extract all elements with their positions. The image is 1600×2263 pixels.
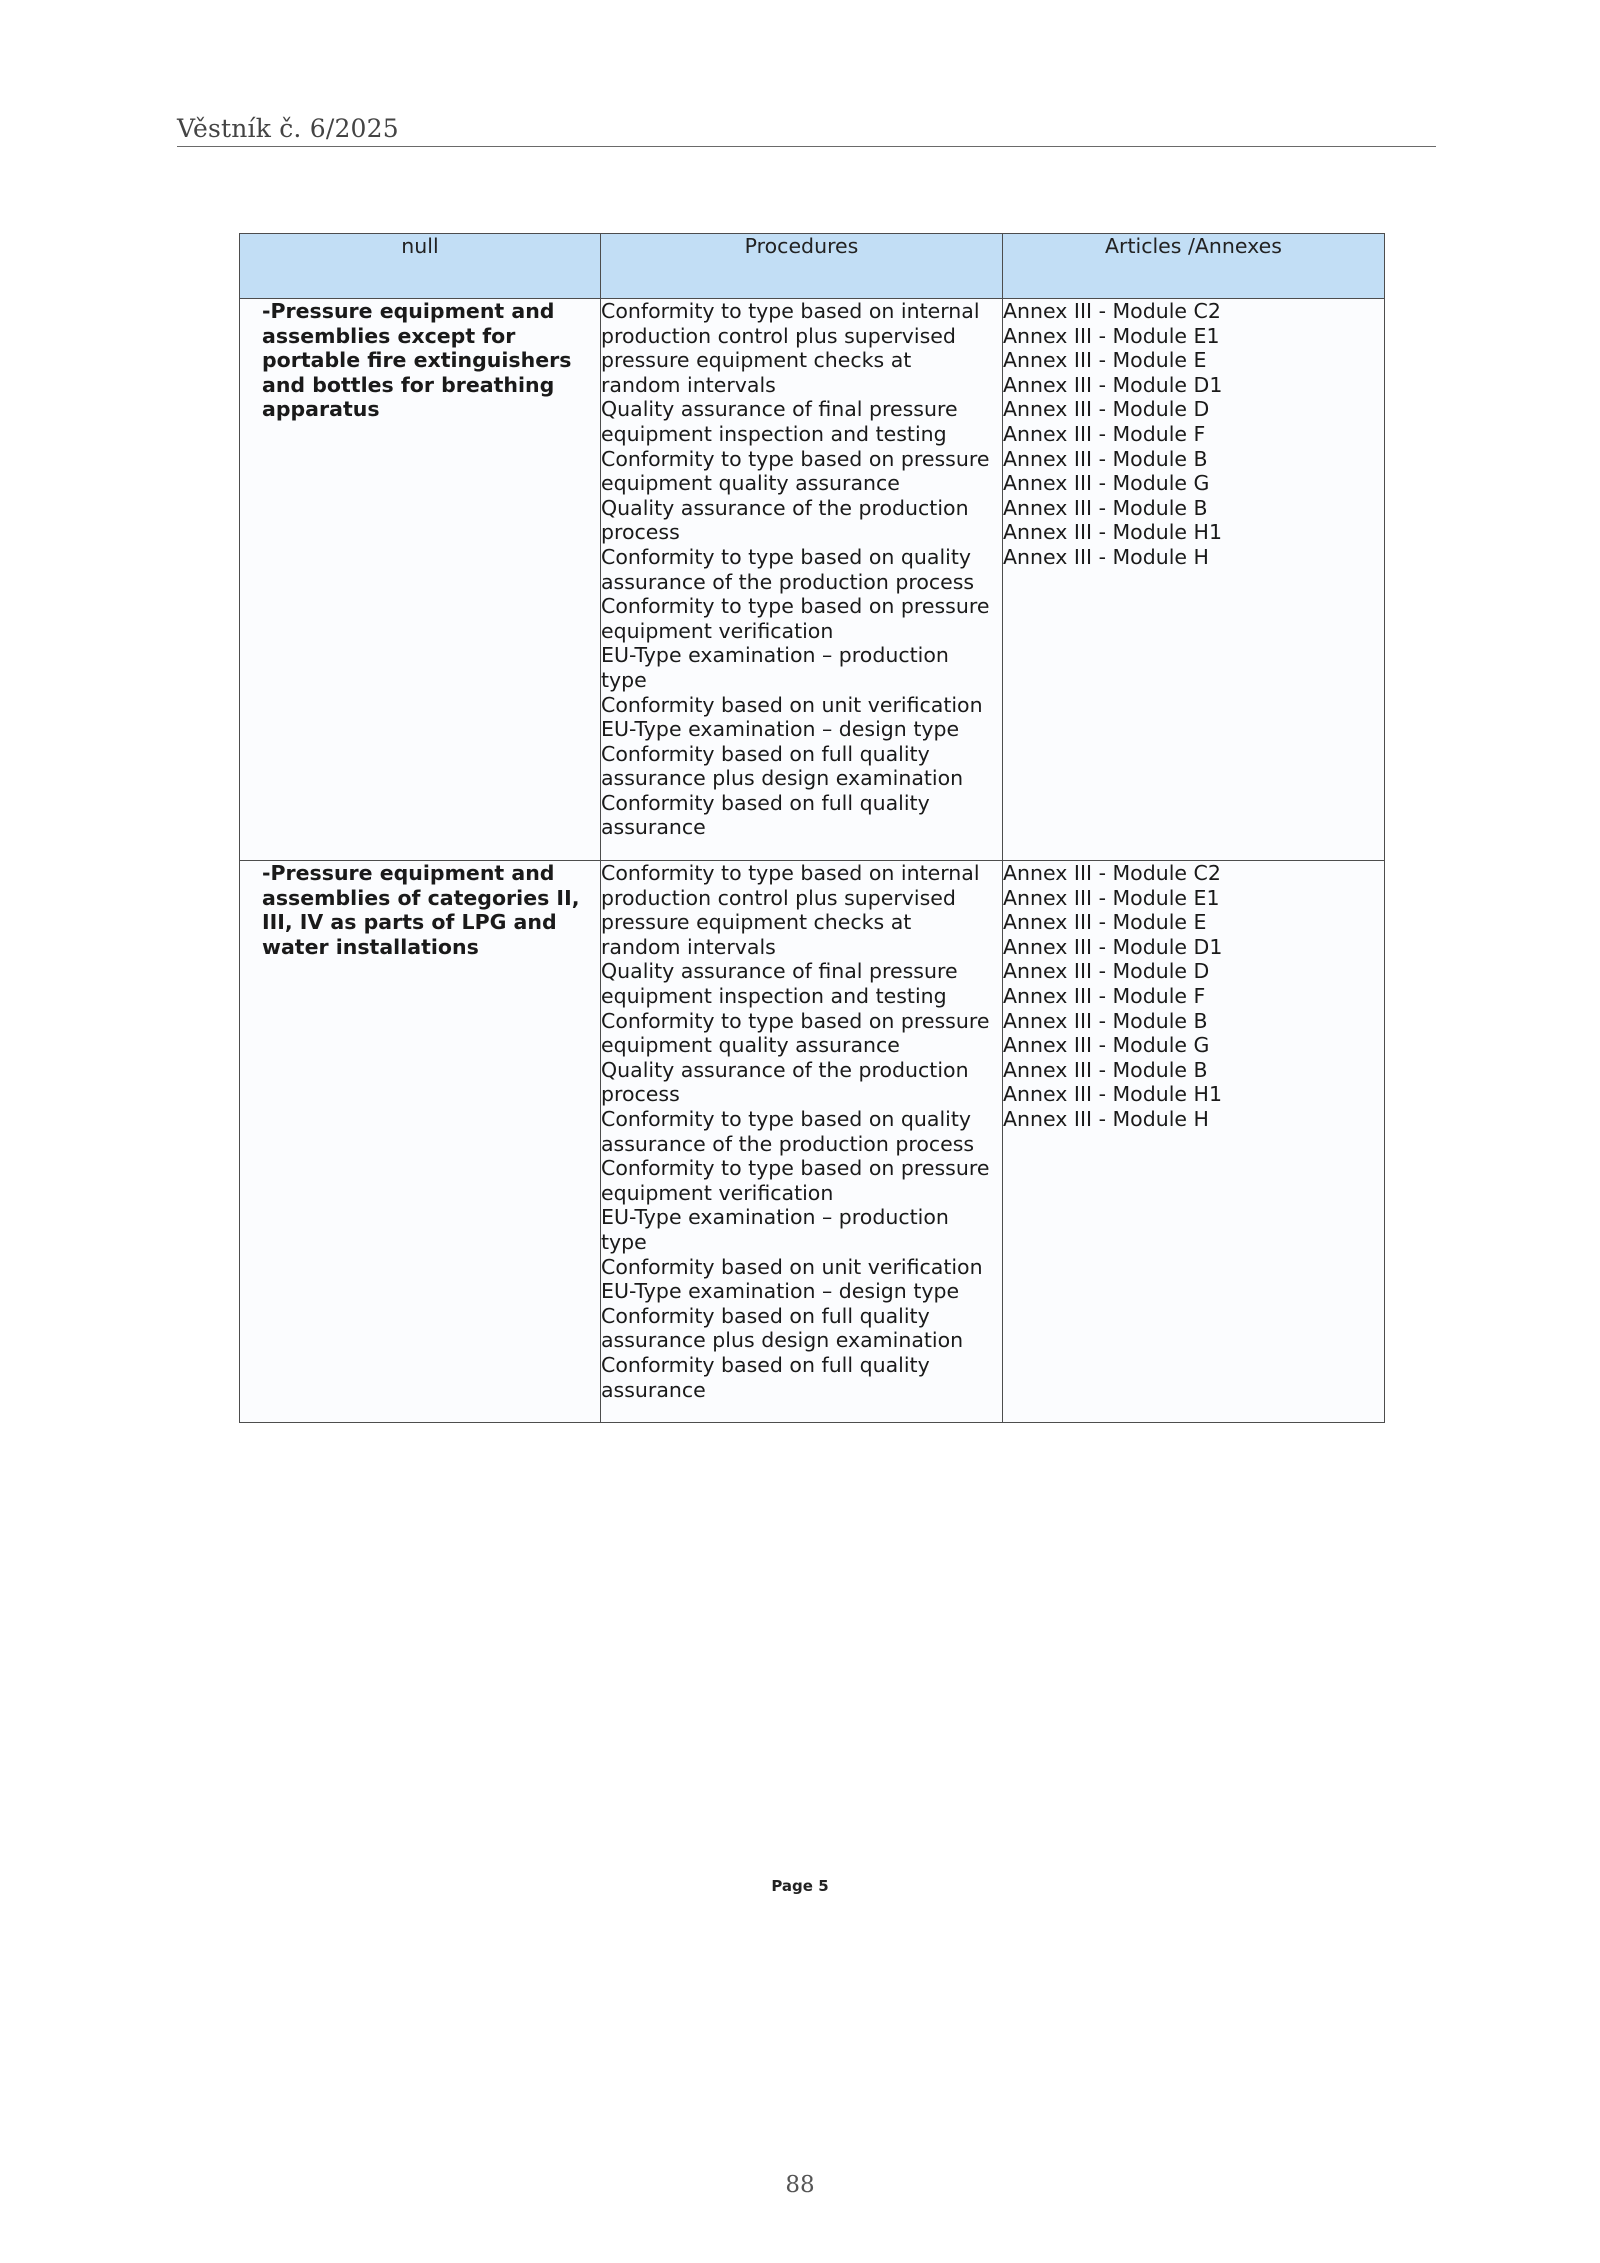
procedure-line: assurance [601,1377,706,1402]
table-row [240,861,1385,1423]
annex-line: Annex III - Module G [1003,471,1210,496]
category-line: assemblies except for [262,323,516,348]
conformity-procedures-table [239,233,1385,1423]
annex-line: Annex III - Module D1 [1003,934,1223,959]
table-header-row [240,234,1385,299]
procedure-line: Quality assurance of final pressure [601,959,958,984]
procedure-line: type [601,667,647,692]
procedure-line: assurance [601,815,706,840]
procedure-line: Conformity to type based on pressure [601,594,990,619]
annex-line: Annex III - Module H [1003,1107,1209,1131]
procedure-line: equipment verification [601,618,834,643]
procedure-line: EU-Type examination – production [601,1205,949,1230]
annex-line: Annex III - Module E1 [1003,323,1220,348]
annex-line: Annex III - Module D1 [1003,372,1223,397]
annex-line: Annex III - Module B [1003,1008,1208,1033]
annex-line: Annex III - Module B [1003,446,1208,471]
procedure-line: Quality assurance of the production [601,1057,969,1082]
procedure-line: process [601,1082,680,1107]
procedure-line: Conformity based on unit verification [601,1254,983,1279]
category-line: -Pressure equipment and [262,299,555,323]
procedure-line: assurance of the production process [601,569,975,594]
procedure-line: assurance plus design examination [601,1328,964,1353]
procedure-line: equipment inspection and testing [601,421,947,446]
procedure-line: Conformity based on unit verification [601,692,983,717]
procedure-line: pressure equipment checks at [601,910,912,935]
annex-line: Annex III - Module B [1003,1057,1208,1082]
procedure-line: Conformity to type based on internal [601,299,980,323]
category-line: portable fire extinguishers [262,348,572,373]
annex-line: Annex III - Module B [1003,495,1208,520]
annex-line: Annex III - Module C2 [1003,299,1221,323]
procedure-line: EU-Type examination – design type [601,717,960,742]
running-header-title: Věstník č. 6/2025 [177,114,399,143]
category-line: -Pressure equipment and [262,861,555,886]
procedure-line: pressure equipment checks at [601,348,912,373]
procedure-line: assurance of the production process [601,1131,975,1156]
procedure-line: Quality assurance of the production [601,495,969,520]
procedure-line: EU-Type examination – production [601,643,949,668]
table-row [240,299,1385,861]
annex-line: Annex III - Module F [1003,421,1206,446]
procedure-line: EU-Type examination – design type [601,1279,960,1304]
procedure-line: Conformity to type based on internal [601,861,980,886]
procedure-line: production control plus supervised [601,885,956,910]
procedure-line: equipment verification [601,1180,834,1205]
procedure-line: process [601,520,680,545]
procedure-line: Conformity to type based on pressure [601,1156,990,1181]
annex-line: Annex III - Module H [1003,544,1209,569]
procedure-line: random intervals [601,372,776,397]
page-label: Page 5 [771,1877,829,1895]
procedure-line: Conformity based on full quality [601,1303,930,1328]
procedure-line: type [601,1229,647,1254]
annex-line: Annex III - Module E [1003,348,1207,373]
procedure-line: Conformity to type based on quality [601,544,972,569]
procedure-line: assurance plus design examination [601,766,964,791]
annex-line: Annex III - Module G [1003,1033,1210,1058]
procedures-cell [601,299,1003,861]
column-header-annexes: Articles /Annexes [1003,234,1385,299]
category-cell [240,861,601,1423]
procedure-line: random intervals [601,934,776,959]
procedure-line: equipment inspection and testing [601,984,947,1009]
annex-line: Annex III - Module F [1003,984,1206,1009]
annex-line: Annex III - Module H1 [1003,520,1222,545]
category-line: apparatus [262,397,380,422]
annex-line: Annex III - Module D [1003,959,1210,984]
procedure-line: Quality assurance of final pressure [601,397,958,422]
column-header-category: null [240,234,601,299]
column-header-procedures: Procedures [601,234,1003,299]
header-divider [177,146,1436,147]
annexes-cell [1003,861,1385,1423]
procedure-line: Conformity to type based on pressure [601,1008,990,1033]
annexes-cell [1003,299,1385,861]
category-line: water installations [262,934,479,959]
procedure-line: Conformity based on full quality [601,790,930,815]
annex-line: Annex III - Module H1 [1003,1082,1222,1107]
page-number: 88 [785,2172,815,2198]
category-cell [240,299,601,861]
annex-line: Annex III - Module D [1003,397,1210,422]
procedure-line: equipment quality assurance [601,1033,900,1058]
procedure-line: Conformity based on full quality [601,741,930,766]
category-line: and bottles for breathing [262,372,555,397]
annex-line: Annex III - Module E [1003,910,1207,935]
category-line: assemblies of categories II, [262,885,580,910]
annex-line: Annex III - Module C2 [1003,861,1221,886]
procedure-line: equipment quality assurance [601,471,900,496]
procedure-line: Conformity to type based on pressure [601,446,990,471]
procedure-line: production control plus supervised [601,323,956,348]
procedure-line: Conformity to type based on quality [601,1107,972,1131]
procedure-line: Conformity based on full quality [601,1352,930,1377]
annex-line: Annex III - Module E1 [1003,885,1220,910]
procedures-cell [601,861,1003,1423]
category-line: III, IV as parts of LPG and [262,910,557,935]
